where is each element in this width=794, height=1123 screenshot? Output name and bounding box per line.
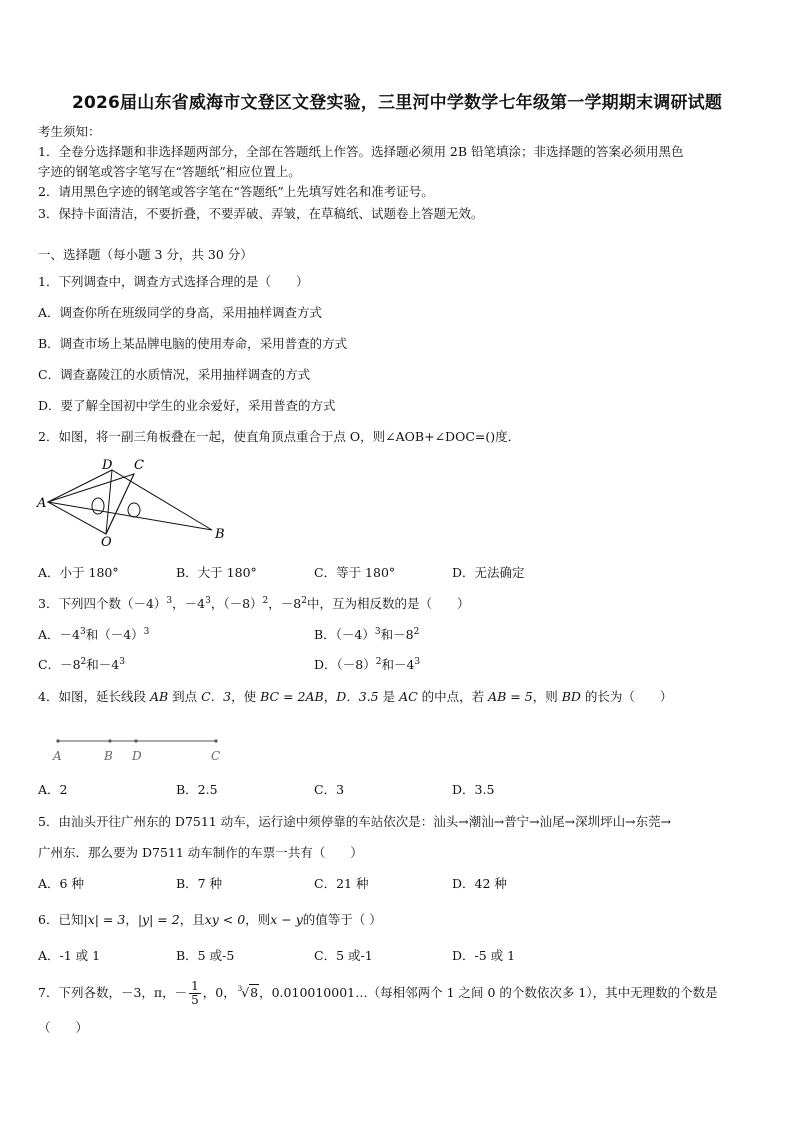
q4-option-c: C．3 [314, 782, 345, 797]
q5-stem-line2: 广州东．那么要为 D7511 动车制作的车票一共有（ ） [38, 845, 363, 860]
q2-option-d: D．无法确定 [452, 565, 525, 580]
section-heading: 一、选择题（每小题 3 分，共 30 分） [38, 247, 253, 262]
fig-label-b: B [215, 527, 225, 542]
notice-item-1a: 1．全卷分选择题和非选择题两部分，全部在答题纸上作答。选择题必须用 2B 铅笔填涂；非选择题的答案必须用黑色 [38, 144, 684, 159]
notice-item-2: 2．请用黑色字迹的钢笔或答字笔在“答题纸”上先填写姓名和准考证号。 [38, 184, 434, 199]
q5-option-d: D．42 种 [452, 876, 507, 891]
q2-stem: 2．如图，将一副三角板叠在一起，使直角顶点重合于点 O，则∠AOB+∠DOC=()度． [38, 429, 521, 444]
q6-option-b: B．5 或-5 [176, 948, 235, 963]
q3-option-c: C．$-8^2$和$-4^3$ [38, 656, 125, 672]
q6-option-a: A．-1 或 1 [38, 948, 101, 963]
seg-label-a: A [53, 749, 62, 763]
seg-label-d: D [132, 749, 142, 763]
seg-label-c: C [211, 749, 221, 763]
q2-option-b: B．大于 180° [176, 565, 257, 580]
q1-option-c: C．调查嘉陵江的水质情况，采用抽样调查的方式 [38, 367, 311, 382]
q6-option-d: D．-5 或 1 [452, 948, 516, 963]
q4-segment-figure [48, 732, 238, 766]
q4-stem: 4．如图，延长线段 AB 到点 C．3，使 BC = 2AB，D．3.5 是 AC 的中点，若 AB = 5，则 BD 的长为（ ） [38, 689, 673, 704]
seg-label-b: B [104, 749, 113, 763]
q7-stem-line2: （ ） [38, 1020, 89, 1035]
q3-stem: 3．下列四个数$(-4)^3$，$-4^3$，$(-8)^2$，$-8^2$中，互为相反数的是（ ） [38, 595, 470, 611]
q3-option-a: A．$-4^3$和$(-4)^3$ [38, 626, 150, 642]
cube-root: $^3$√8 [237, 985, 259, 1000]
notice-item-1b: 字迹的钢笔或答字笔写在“答题纸”相应位置上。 [38, 164, 301, 179]
q4-option-b: B．2.5 [176, 782, 218, 797]
fig-label-a: A [37, 496, 47, 511]
notice-header: 考生须知： [38, 124, 101, 139]
q5-option-c: C．21 种 [314, 876, 369, 891]
q2-option-c: C．等于 180° [314, 565, 396, 580]
page-title: 2026届山东省威海市文登区文登实验，三里河中学数学七年级第一学期期末调研试题 [71, 93, 723, 113]
fig-label-c: C [134, 458, 144, 473]
q4-option-a: A．2 [38, 782, 68, 797]
q6-stem: 6．已知|x| = 3，|y| = 2，且xy < 0，则x − y的值等于（ ） [38, 912, 382, 927]
q2-option-a: A．小于 180° [38, 565, 119, 580]
q1-option-d: D．要了解全国初中学生的业余爱好，采用普查的方式 [38, 398, 336, 413]
notice-item-3: 3．保持卡面清洁，不要折叠，不要弄破、弄皱，在草稿纸、试题卷上答题无效。 [38, 206, 484, 221]
q3-option-b: B．$(-4)^3$和$-8^2$ [314, 626, 420, 642]
q1-option-b: B．调查市场上某品牌电脑的使用寿命，采用普查的方式 [38, 336, 348, 351]
q1-stem: 1．下列调查中，调查方式选择合理的是（ ） [38, 274, 309, 289]
fig-label-o: O [101, 535, 112, 550]
fraction-one-fifth: $\frac{1}{5}$ [191, 979, 199, 1007]
q1-option-a: A．调查你所在班级同学的身高，采用抽样调查方式 [38, 305, 323, 320]
fig-label-d: D [102, 458, 113, 473]
q5-option-a: A．6 种 [38, 876, 84, 891]
q6-option-c: C．5 或-1 [314, 948, 373, 963]
q2-triangle-figure [34, 454, 234, 550]
q4-option-d: D．3.5 [452, 782, 495, 797]
q3-option-d: D．$(-8)^2$和$-4^3$ [314, 656, 421, 672]
q5-stem-line1: 5．由汕头开往广州东的 D7511 动车，运行途中须停靠的车站依次是：汕头→潮汕→普宁→汕尾→深圳坪山→东莞→ [38, 814, 672, 829]
q7-stem: 7．下列各数，－3，π，－ $\frac{1}{5}$ ，0， $^3$√8，0.010010001…（每相邻两个 1 之间 0 的个数依次多 1），其中无理数的个数是 [38, 979, 718, 1007]
q5-option-b: B．7 种 [176, 876, 223, 891]
